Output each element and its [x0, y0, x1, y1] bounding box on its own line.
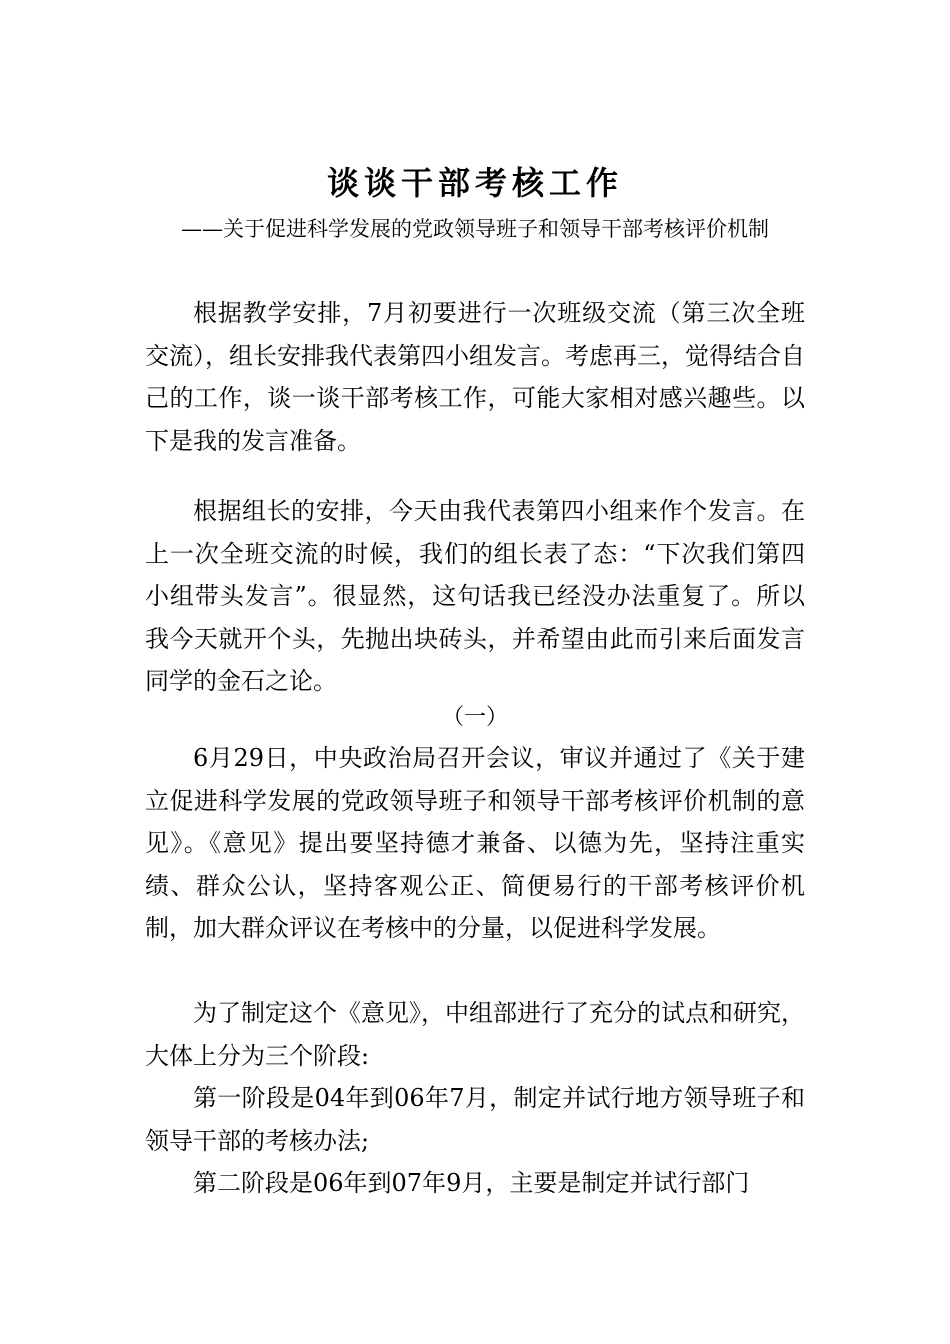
- document-title: 谈谈干部考核工作: [326, 164, 623, 202]
- paragraph-stage-one: 第一阶段是04年到06年7月，制定并试行地方领导班子和领导干部的考核办法;: [145, 1084, 805, 1155]
- section-heading: （一）: [441, 705, 508, 730]
- paragraph-stage-two: 第二阶段是06年到07年9月，主要是制定并试行部门: [193, 1169, 750, 1197]
- document-subtitle: ——关于促进科学发展的党政领导班子和领导干部考核评价机制: [181, 217, 769, 241]
- paragraph-opening: 根据组长的安排，今天由我代表第四小组来作个发言。在上一次全班交流的时候，我们的组长表了态：“下次我们第四小组带头发言”。很显然，这句话我已经没办法重复了。所以我今天就开个头，先抛出块砖头，并希望由此而引来后面发言同学的金石之论。: [145, 497, 805, 695]
- paragraph-stages-intro: 为了制定这个《意见》，中组部进行了充分的试点和研究，大体上分为三个阶段:: [145, 999, 805, 1070]
- paragraph-meeting: 6月29日，中央政治局召开会议，审议并通过了《关于建立促进科学发展的党政领导班子和领导干部考核评价机制的意见》。《意见》提出要坚持德才兼备、以德为先，坚持注重实绩、群众公认，坚持客观公正、简便易行的干部考核评价机制，加大群众评议在考核中的分量，以促进科学发展。: [145, 744, 805, 942]
- intro-paragraph: 根据教学安排，7月初要进行一次班级交流（第三次全班交流），组长安排我代表第四小组发言。考虑再三，觉得结合自己的工作，谈一谈干部考核工作，可能大家相对感兴趣些。以下是我的发言准备。: [145, 299, 805, 455]
